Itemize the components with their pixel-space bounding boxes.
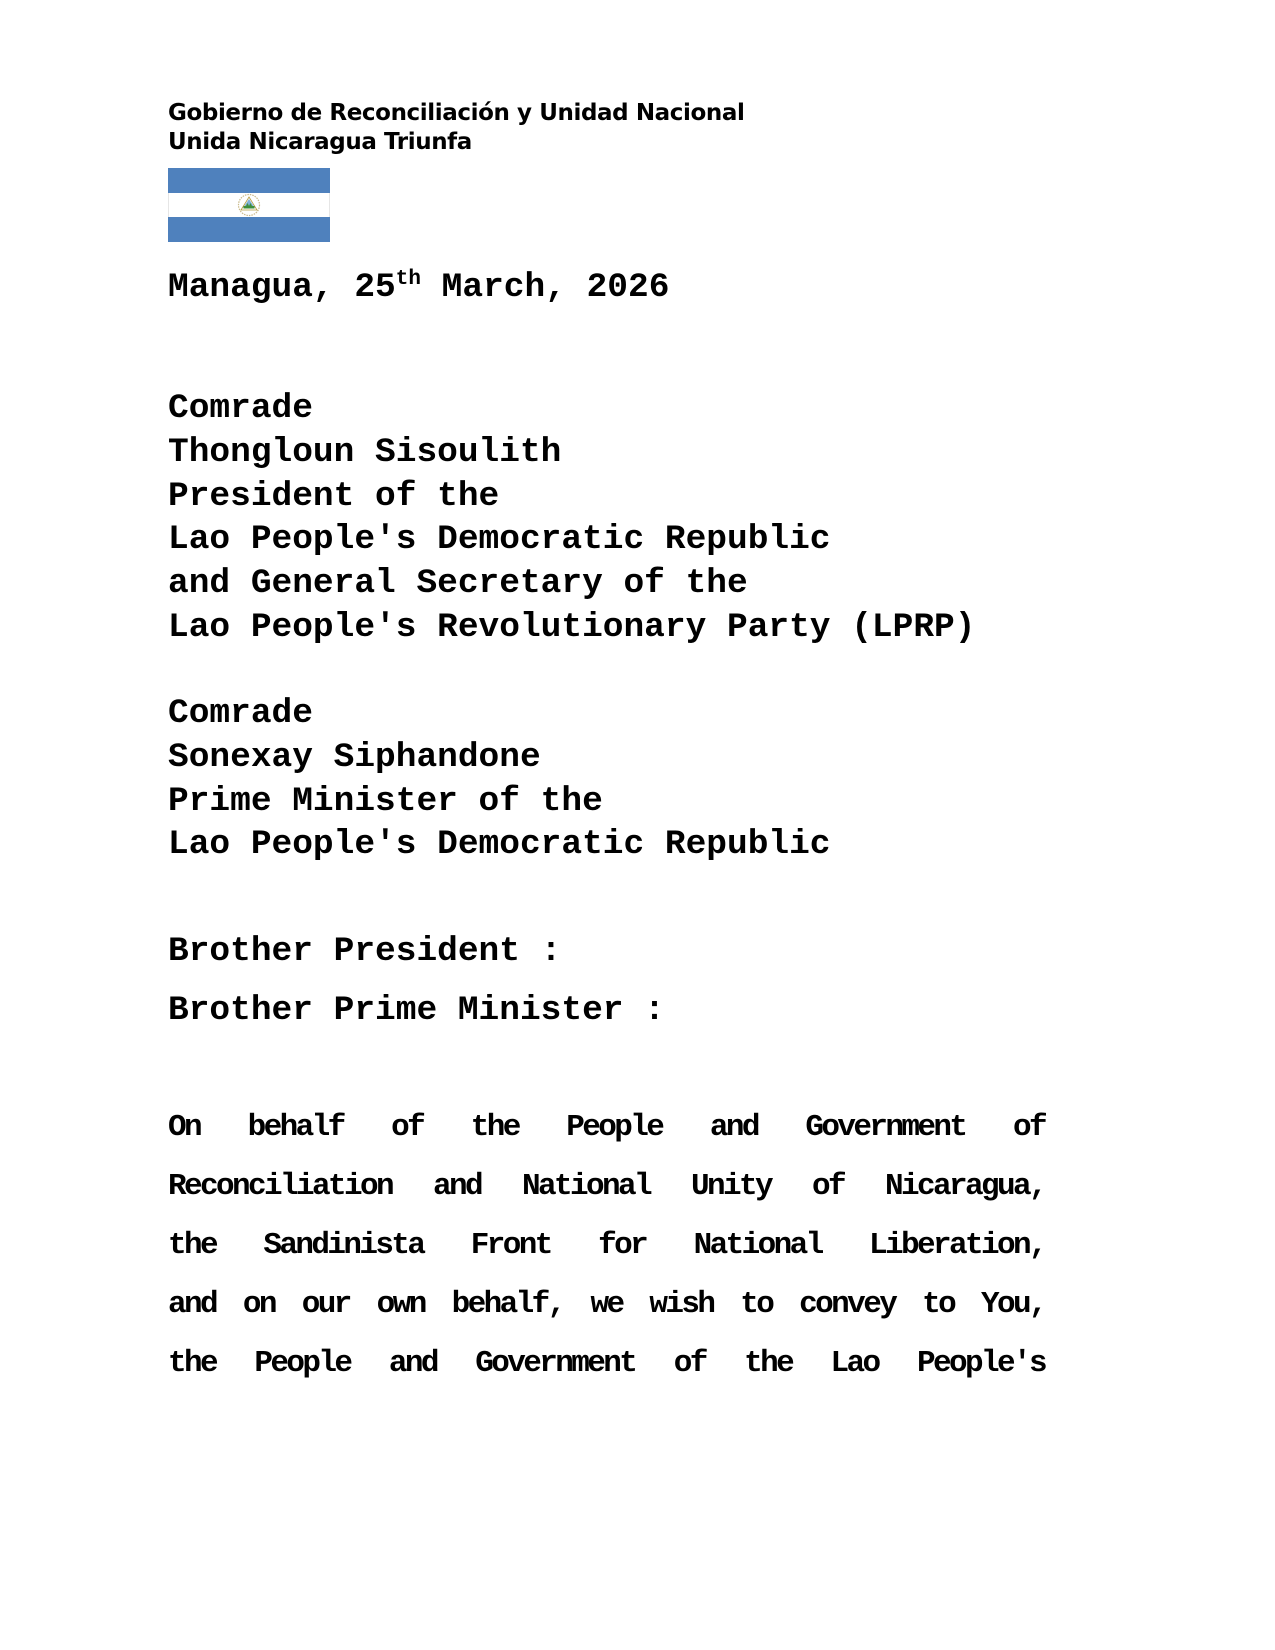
recipient-line: Comrade [168,389,313,428]
flag-top-band [168,168,330,193]
recipient-line: Sonexay Siphandone [168,737,541,777]
recipient-line: Lao People's Democratic Republic [168,825,831,865]
body-line: Reconciliation and National Unity of Nicaragua, [168,1169,1045,1204]
date-ordinal-suffix: th [395,268,421,291]
salutation-prime-minister: Brother Prime Minister : [168,991,665,1030]
body-line: and on our own behalf, we wish to convey to You, [168,1287,1045,1322]
recipient-line: Lao People's Revolutionary Party (LPRP) [168,607,976,647]
letterhead [168,99,745,157]
recipient-line: Lao People's Democratic Republic [168,520,831,560]
body-line: the Sandinista Front for National Liberation, [168,1228,1045,1263]
recipient-block-prime-minister [168,692,831,867]
coat-of-arms-icon [234,193,264,217]
body-line: the People and Government of the Lao People's [168,1346,1045,1381]
letter-body-paragraph [168,1098,1045,1393]
body-line: On behalf of the People and Government of [168,1110,1045,1145]
letter-date [168,266,669,314]
letterhead-slogan: Unida Nicaragua Triunfa [168,129,472,155]
recipient-line: President of the [168,476,500,516]
recipient-line: Prime Minister of the [168,781,603,821]
recipient-line: Thongloun Sisoulith [168,432,562,472]
flag-middle-band [168,193,330,218]
date-month-year: March, 2026 [420,268,670,307]
nicaragua-flag-icon [168,168,330,242]
date-place-day: Managua, 25 [168,268,396,307]
letterhead-government-name: Gobierno de Reconciliación y Unidad Nacional [168,100,745,126]
recipient-line: Comrade [168,694,313,733]
recipient-line: and General Secretary of the [168,564,748,604]
salutation-president: Brother President : [168,932,562,971]
flag-bottom-band [168,217,330,242]
recipient-block-president [168,387,975,650]
